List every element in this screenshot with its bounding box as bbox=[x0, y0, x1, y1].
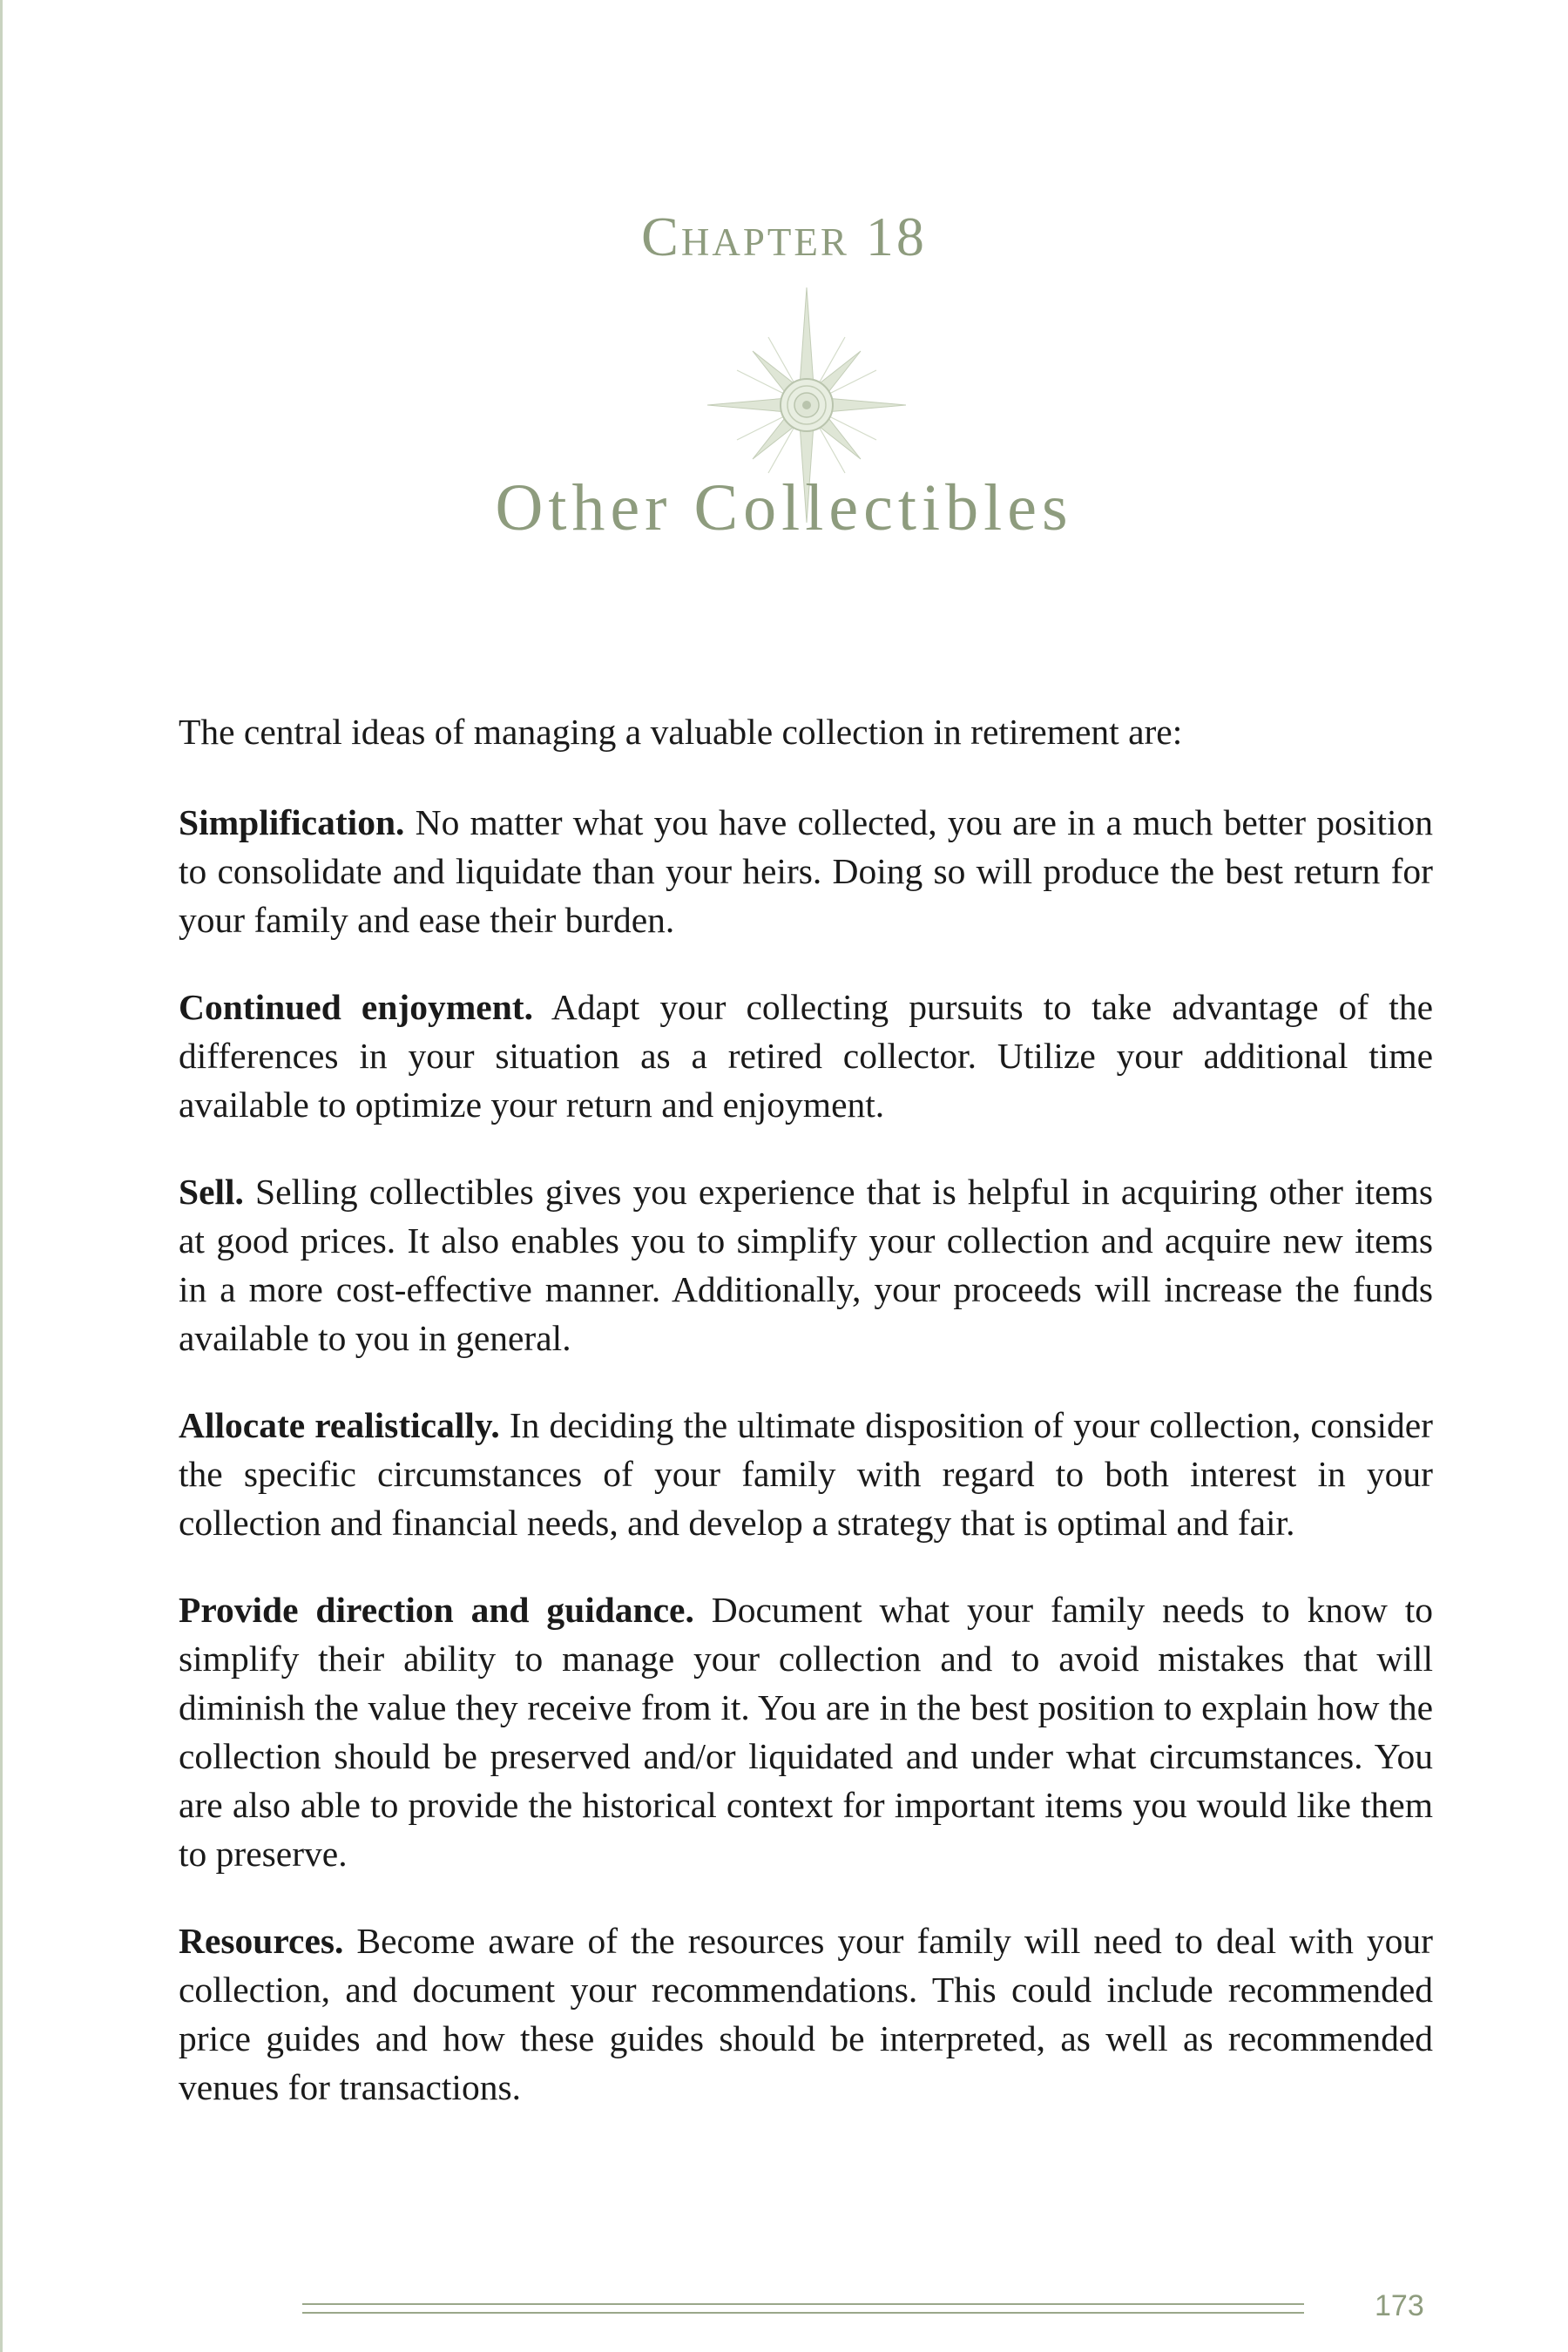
paragraph-text: Selling collectibles gives you experience that is helpful in acquiring other items at good prices. It also enables you to simplify your collection and acquire new items in a more cost-effective manner. Additionally, your proceeds will increase the funds available to you in general. bbox=[179, 1172, 1433, 1358]
paragraph-sell bbox=[179, 1167, 1433, 1362]
paragraph-heading: Resources. bbox=[179, 1921, 344, 1961]
paragraph-resources bbox=[179, 1916, 1433, 2112]
paragraph-text: In deciding the ultimate disposition of your collection, consider the specific circumstances of your family with regard to both interest in your collection and financial needs, and develop a strategy that is optimal and fair. bbox=[179, 1405, 1433, 1543]
intro-paragraph: The central ideas of managing a valuable collection in retirement are: bbox=[179, 712, 1183, 752]
chapter-title: Other Collectibles bbox=[495, 471, 1073, 544]
paragraph-text: Adapt your collecting pursuits to take advantage of the differences in your situation as a retired collector. Utilize your additional time available to optimize your return and enjoyment. bbox=[179, 987, 1433, 1125]
chapter-body bbox=[179, 707, 1433, 2150]
paragraph-allocate-realistically bbox=[179, 1401, 1433, 1547]
footer-double-rule bbox=[302, 2303, 1304, 2314]
paragraph-simplification bbox=[179, 798, 1433, 944]
page-edge-rule bbox=[0, 0, 3, 2352]
paragraph-text: No matter what you have collected, you are in a much better position to consolidate and liquidate than your heirs. Doing so will produce the best return for your family and ease their burden. bbox=[179, 802, 1434, 940]
paragraph-heading: Allocate realistically. bbox=[179, 1405, 500, 1445]
paragraph-continued-enjoyment bbox=[179, 983, 1433, 1129]
chapter-label: Chapter 18 bbox=[641, 206, 927, 267]
page-number: 173 bbox=[1375, 2289, 1424, 2322]
paragraph-heading: Continued enjoyment. bbox=[179, 987, 533, 1027]
paragraph-heading: Sell. bbox=[179, 1172, 244, 1212]
paragraph-provide-direction bbox=[179, 1585, 1433, 1878]
paragraph-text: Become aware of the resources your family will need to deal with your collection, and document your recommendations. This could include recommended price guides and how these guides should be interpreted, as well as recommended venues for transactions. bbox=[179, 1921, 1433, 2107]
paragraph-text: Document what your family needs to know to simplify their ability to manage your collection and to avoid mistakes that will diminish the value they receive from it. You are in the best position to explain how the collection should be preserved and/or liquidated and under what circumstances. You are also able to provide the historical context for important items you would like them to preserve. bbox=[179, 1590, 1434, 1874]
paragraph-heading: Provide direction and guidance. bbox=[179, 1590, 694, 1630]
paragraph-heading: Simplification. bbox=[179, 802, 405, 842]
